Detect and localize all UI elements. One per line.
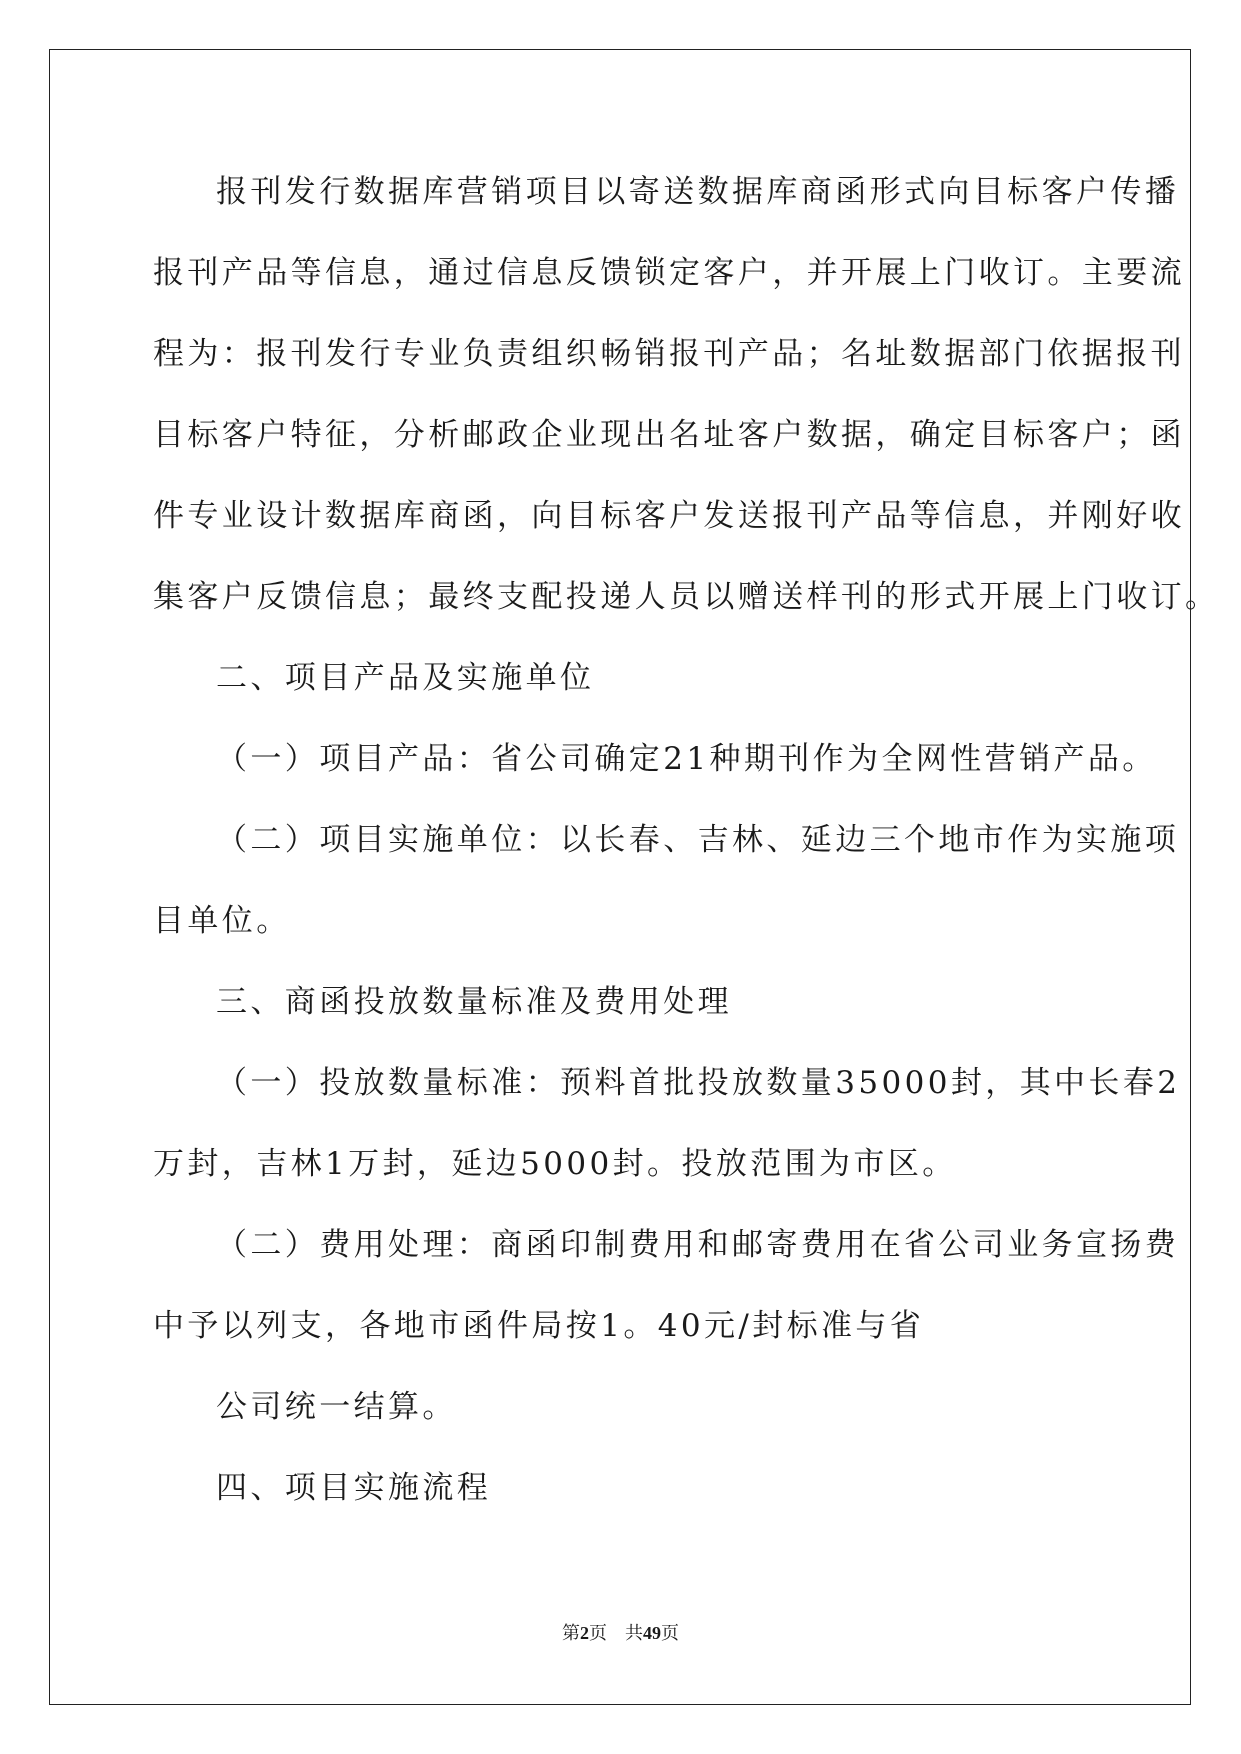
page-prefix: 第 (562, 1623, 580, 1643)
section-heading: 二、项目产品及实施单位 (216, 660, 595, 696)
page-border (49, 49, 1191, 1705)
paragraph-line: 公司统一结算。 (216, 1389, 457, 1425)
total-pages: 49 (643, 1623, 661, 1643)
paragraph-line: （一）投放数量标准：预料首批投放数量35000封，其中长春2 (216, 1065, 1181, 1101)
paragraph-line: （一）项目产品：省公司确定21种期刊作为全网性营销产品。 (216, 741, 1157, 777)
paragraph-line: （二）项目实施单位：以长春、吉林、延边三个地市作为实施项 (216, 822, 1180, 858)
total-prefix: 共 (625, 1623, 643, 1643)
paragraph-line: 目单位。 (153, 903, 291, 939)
paragraph-line: （二）费用处理：商函印制费用和邮寄费用在省公司业务宣扬费 (216, 1227, 1180, 1263)
paragraph-line: 集客户反馈信息；最终支配投递人员以赠送样刊的形式开展上门收订。 (153, 579, 1220, 615)
paragraph-line: 报刊发行数据库营销项目以寄送数据库商函形式向目标客户传播 (216, 174, 1180, 210)
paragraph-line: 件专业设计数据库商函，向目标客户发送报刊产品等信息，并刚好收 (153, 498, 1185, 534)
page-footer (0, 1621, 1241, 1645)
page-suffix: 页 (589, 1623, 607, 1643)
paragraph-line: 目标客户特征，分析邮政企业现出名址客户数据，确定目标客户；函 (153, 417, 1185, 453)
paragraph-line: 程为：报刊发行专业负责组织畅销报刊产品；名址数据部门依据报刊 (153, 336, 1185, 372)
total-suffix: 页 (661, 1623, 679, 1643)
paragraph-line: 报刊产品等信息，通过信息反馈锁定客户，并开展上门收订。主要流 (153, 255, 1185, 291)
section-heading: 三、商函投放数量标准及费用处理 (216, 984, 732, 1020)
paragraph-line: 万封，吉林1万封，延边5000封。投放范围为市区。 (153, 1146, 957, 1182)
page-number: 2 (580, 1623, 589, 1643)
paragraph-line: 中予以列支，各地市函件局按1。40元/封标准与省 (153, 1308, 925, 1344)
section-heading: 四、项目实施流程 (216, 1470, 492, 1506)
